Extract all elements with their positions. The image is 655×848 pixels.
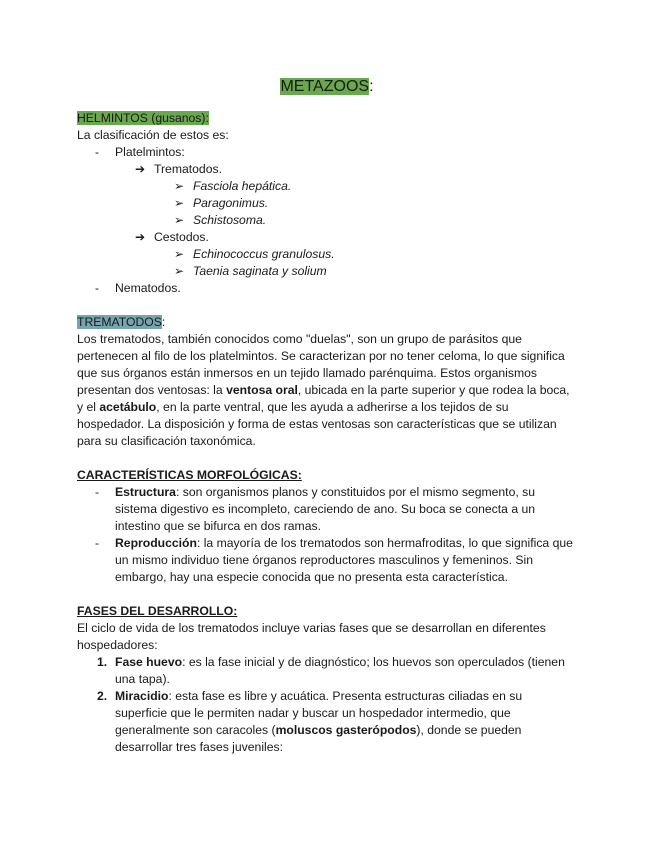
- dash-bullet: -: [95, 485, 100, 499]
- list-number: 1.: [97, 655, 108, 669]
- dash-bullet: -: [95, 145, 100, 159]
- list-item-species: ➢ Taenia saginata y solium: [174, 264, 327, 278]
- helmintos-intro: La clasificación de estos es:: [77, 128, 229, 142]
- list-item-species: ➢ Paragonimus.: [174, 196, 269, 210]
- helmintos-heading: HELMINTOS (gusanos):: [77, 111, 209, 125]
- list-item-estructura: - Estructura: son organismos planos y constituidos por el mismo segmento, su sistema digestivo es incompleto, careciendo de ano. Su boca se conecta a un intestino que se bifurca en dos ramas.: [95, 485, 536, 533]
- list-item-reproduccion: - Reproducción: la mayoría de los trematodos son hermafroditas, lo que significa que un mismo individuo tiene órganos reproductores masculinos y femeninos. Sin embargo, hay una especie conocida que no presenta esta característica.: [95, 536, 573, 584]
- arrow-icon: ➔: [135, 162, 146, 176]
- trematodos-heading: TREMATODOS:: [77, 315, 166, 329]
- dash-bullet: -: [95, 281, 100, 295]
- arrow-icon: ➔: [135, 230, 146, 244]
- list-item-cestodos: ➔ Cestodos.: [135, 230, 209, 244]
- triangle-bullet-icon: ➢: [174, 247, 185, 261]
- list-item-miracidio: 2. Miracidio: esta fase es libre y acuática. Presenta estructuras ciliadas en su superficie que le permiten nadar y buscar un hospedador intermedio, que generalmente son caracoles (moluscos gasterópodos), donde se pueden desarrollar tres fases juveniles:: [97, 689, 523, 754]
- fases-intro: El ciclo de vida de los trematodos incluye varias fases que se desarrollan en diferentes hospedadores:: [77, 621, 546, 652]
- trematodos-paragraph: Los trematodos, también conocidos como "duelas", son un grupo de parásitos que pertenecen al filo de los platelmintos. Se caracterizan por no tener celoma, lo que significa que sus órganos están inmersos en un tejido llamado parénquima. Estos organismos presentan dos ventosas: la ventosa oral, ubicada en la parte superior y que rodea la boca, y el acetábulo, en la parte ventral, que les ayuda a adherirse a los tejidos de su hospedador. La disposición y forma de estas ventosas son características que se utilizan para su clasificación taxonómica.: [77, 332, 570, 448]
- triangle-bullet-icon: ➢: [174, 213, 185, 227]
- list-item-species: ➢ Schistosoma.: [174, 213, 267, 227]
- triangle-bullet-icon: ➢: [174, 196, 185, 210]
- triangle-bullet-icon: ➢: [174, 264, 185, 278]
- dash-bullet: -: [95, 536, 100, 550]
- list-item-platelmintos: - Platelmintos:: [95, 145, 185, 159]
- caracteristicas-heading: CARACTERÍSTICAS MORFOLÓGICAS:: [77, 468, 302, 482]
- triangle-bullet-icon: ➢: [174, 179, 185, 193]
- document-page: [77, 76, 577, 756]
- list-item-trematodos: ➔ Trematodos.: [135, 162, 222, 176]
- title-highlight: METAZOOS: [280, 78, 370, 95]
- list-number: 2.: [97, 689, 108, 703]
- list-item-nematodos: - Nematodos.: [95, 281, 181, 295]
- list-item-fase-huevo: 1. Fase huevo: es la fase inicial y de diagnóstico; los huevos son operculados (tienen una tapa).: [97, 655, 565, 686]
- page-title: METAZOOS:: [280, 78, 374, 95]
- fases-heading: FASES DEL DESARROLLO:: [77, 604, 238, 618]
- list-item-species: ➢ Echinococcus granulosus.: [174, 247, 335, 261]
- list-item-species: ➢ Fasciola hepática.: [174, 179, 292, 193]
